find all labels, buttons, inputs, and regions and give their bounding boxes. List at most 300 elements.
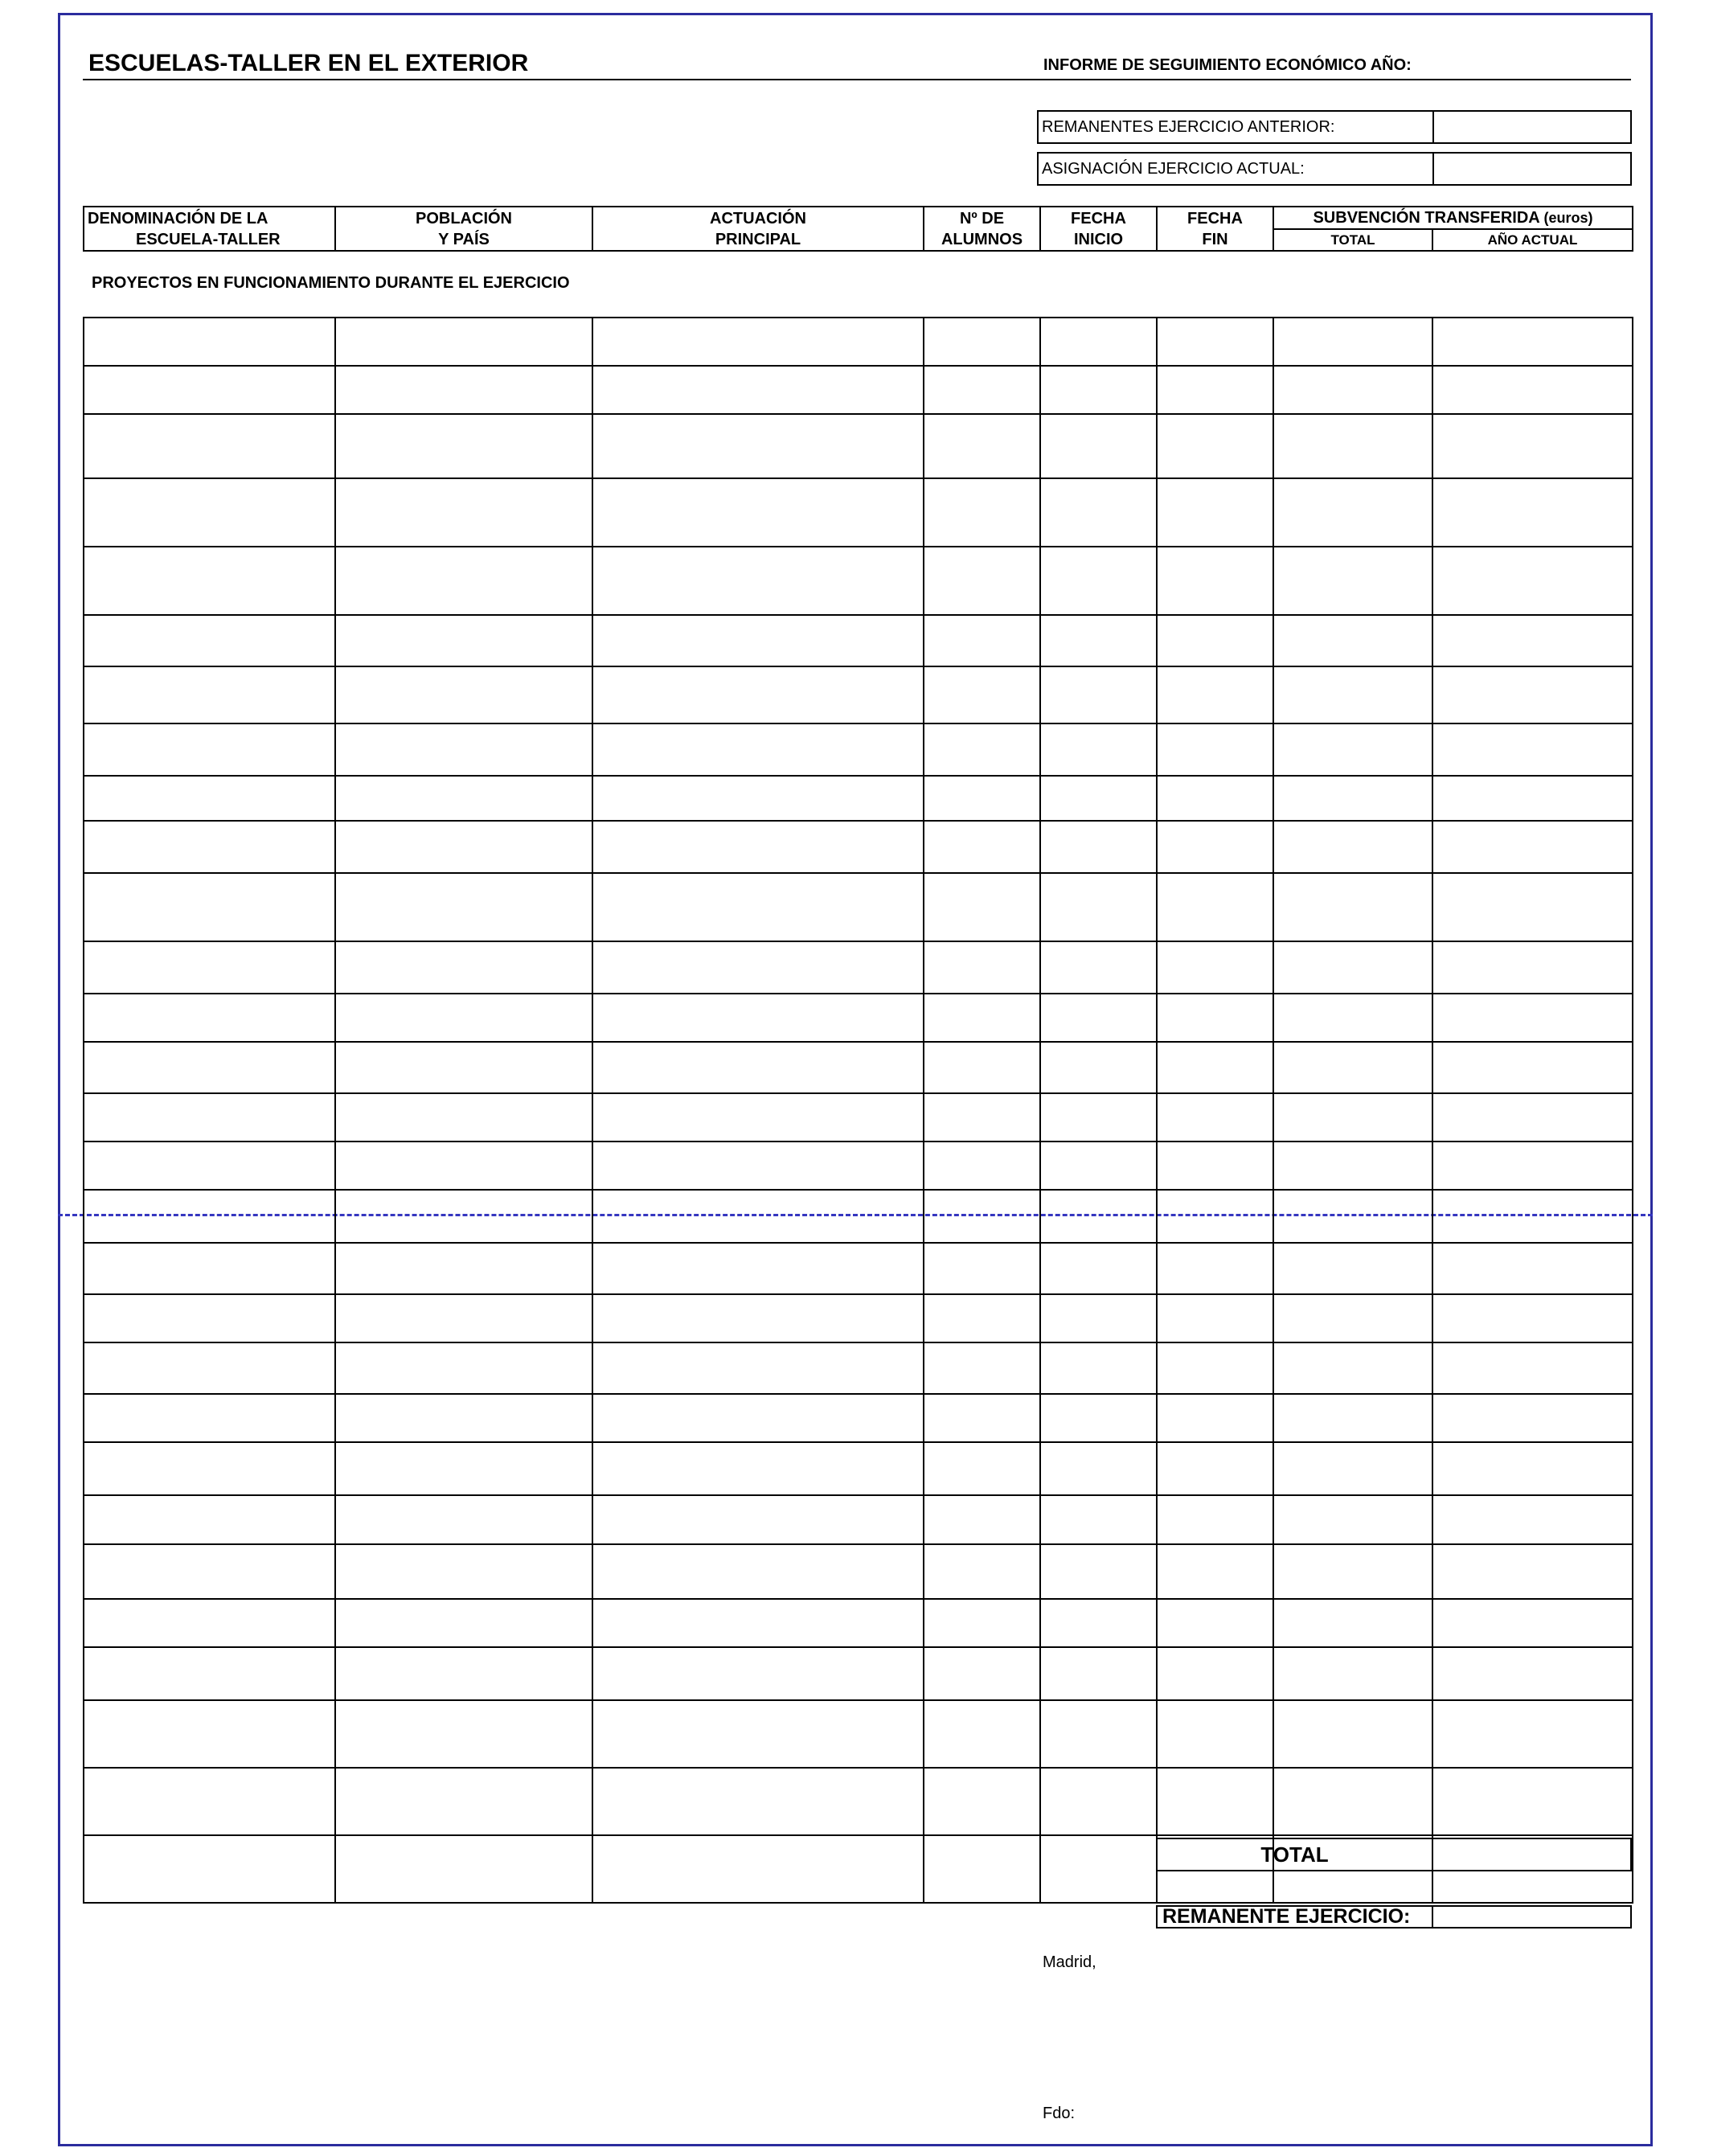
- table-cell[interactable]: [1040, 1544, 1157, 1599]
- table-cell[interactable]: [335, 547, 592, 615]
- table-cell[interactable]: [1040, 615, 1157, 666]
- table-cell[interactable]: [592, 1190, 924, 1243]
- asignacion-actual-label: ASIGNACIÓN EJERCICIO ACTUAL:: [1039, 154, 1434, 184]
- table-cell[interactable]: [1273, 776, 1432, 821]
- table-cell[interactable]: [1273, 941, 1432, 994]
- table-cell[interactable]: [1432, 615, 1633, 666]
- table-cell[interactable]: [924, 1495, 1040, 1544]
- table-cell[interactable]: [1157, 941, 1273, 994]
- table-cell[interactable]: [84, 1544, 335, 1599]
- table-cell[interactable]: [84, 1190, 335, 1243]
- table-cell[interactable]: [1157, 1042, 1273, 1093]
- table-cell[interactable]: [1157, 414, 1273, 478]
- table-cell[interactable]: [335, 1042, 592, 1093]
- table-cell[interactable]: [1040, 1442, 1157, 1495]
- signature-label: Fdo:: [1043, 2105, 1076, 2122]
- table-cell[interactable]: [335, 1768, 592, 1835]
- table-row: [84, 723, 1633, 776]
- table-cell[interactable]: [335, 1142, 592, 1190]
- col-alumnos: [924, 207, 1040, 251]
- table-row: [84, 1700, 1633, 1768]
- table-cell[interactable]: [592, 1243, 924, 1294]
- table-cell[interactable]: [1040, 366, 1157, 414]
- table-cell[interactable]: [1157, 1768, 1273, 1835]
- table-cell[interactable]: [1273, 1647, 1432, 1700]
- table-cell[interactable]: [1273, 414, 1432, 478]
- table-cell[interactable]: [592, 1394, 924, 1442]
- table-cell[interactable]: [1273, 873, 1432, 941]
- table-cell[interactable]: [1273, 547, 1432, 615]
- table-cell[interactable]: [1157, 1599, 1273, 1647]
- col-fecha-fin: [1157, 207, 1273, 251]
- table-row: [84, 414, 1633, 478]
- section-label: PROYECTOS EN FUNCIONAMIENTO DURANTE EL EJERCICIO: [92, 274, 570, 292]
- table-cell[interactable]: [592, 994, 924, 1042]
- table-cell[interactable]: [1432, 994, 1633, 1042]
- table-cell[interactable]: [592, 666, 924, 723]
- table-cell[interactable]: [84, 723, 335, 776]
- table-cell[interactable]: [335, 873, 592, 941]
- table-cell[interactable]: [1432, 1495, 1633, 1544]
- table-cell[interactable]: [1040, 1042, 1157, 1093]
- table-cell[interactable]: [1432, 366, 1633, 414]
- table-cell[interactable]: [335, 1442, 592, 1495]
- table-cell[interactable]: [335, 1700, 592, 1768]
- table-cell[interactable]: [924, 1243, 1040, 1294]
- table-cell[interactable]: [1157, 1093, 1273, 1142]
- table-row: [84, 941, 1633, 994]
- table-cell[interactable]: [1273, 666, 1432, 723]
- table-cell[interactable]: [84, 994, 335, 1042]
- table-cell[interactable]: [1157, 1700, 1273, 1768]
- report-year-label: INFORME DE SEGUIMIENTO ECONÓMICO AÑO:: [1043, 56, 1412, 74]
- table-cell[interactable]: [335, 1647, 592, 1700]
- table-row: [84, 1495, 1633, 1544]
- table-cell[interactable]: [924, 873, 1040, 941]
- table-cell[interactable]: [1040, 1700, 1157, 1768]
- table-cell[interactable]: [1040, 1495, 1157, 1544]
- table-cell[interactable]: [1273, 1093, 1432, 1142]
- table-cell[interactable]: [924, 1700, 1040, 1768]
- table-cell[interactable]: [1432, 1394, 1633, 1442]
- table-cell[interactable]: [924, 414, 1040, 478]
- table-cell[interactable]: [592, 723, 924, 776]
- table-cell[interactable]: [1040, 666, 1157, 723]
- col-subvencion-unit: (euros): [1543, 210, 1593, 226]
- table-cell[interactable]: [924, 547, 1040, 615]
- table-cell[interactable]: [592, 1544, 924, 1599]
- table-cell[interactable]: [1040, 1835, 1157, 1903]
- table-row: [84, 547, 1633, 615]
- table-cell[interactable]: [1157, 1142, 1273, 1190]
- table-cell[interactable]: [592, 547, 924, 615]
- table-cell[interactable]: [335, 615, 592, 666]
- table-cell[interactable]: [335, 1342, 592, 1394]
- col-inicio-line2: INICIO: [1073, 230, 1124, 248]
- table-cell[interactable]: [592, 1142, 924, 1190]
- table-row: [84, 821, 1633, 873]
- table-cell[interactable]: [924, 1835, 1040, 1903]
- table-cell[interactable]: [84, 1835, 335, 1903]
- table-cell[interactable]: [1157, 1342, 1273, 1394]
- remanentes-anterior-row: [1037, 110, 1632, 144]
- table-cell[interactable]: [592, 1342, 924, 1394]
- table-row: [84, 1394, 1633, 1442]
- table-cell[interactable]: [1432, 1342, 1633, 1394]
- table-cell[interactable]: [84, 1342, 335, 1394]
- table-cell[interactable]: [1157, 478, 1273, 547]
- table-cell[interactable]: [335, 1495, 592, 1544]
- document-title: ESCUELAS-TALLER EN EL EXTERIOR: [88, 50, 529, 76]
- total-row: [1156, 1838, 1632, 1871]
- table-cell[interactable]: [592, 478, 924, 547]
- table-cell[interactable]: [84, 1442, 335, 1495]
- table-cell[interactable]: [1157, 1243, 1273, 1294]
- table-cell[interactable]: [924, 821, 1040, 873]
- col-actuacion-line2: PRINCIPAL: [715, 230, 801, 248]
- table-cell[interactable]: [924, 994, 1040, 1042]
- table-cell[interactable]: [592, 615, 924, 666]
- table-cell[interactable]: [84, 1599, 335, 1647]
- table-cell[interactable]: [1432, 547, 1633, 615]
- table-cell[interactable]: [335, 1394, 592, 1442]
- table-cell[interactable]: [84, 478, 335, 547]
- table-cell[interactable]: [1432, 941, 1633, 994]
- table-row: [84, 1243, 1633, 1294]
- col-subvencion-label: SUBVENCIÓN TRANSFERIDA: [1313, 209, 1539, 227]
- col-denominacion-line2: ESCUELA-TALLER: [136, 230, 281, 248]
- table-cell[interactable]: [335, 478, 592, 547]
- table-cell[interactable]: [84, 1142, 335, 1190]
- table-cell[interactable]: [1273, 1294, 1432, 1342]
- table-cell[interactable]: [1040, 1294, 1157, 1342]
- table-cell[interactable]: [592, 1599, 924, 1647]
- table-cell[interactable]: [1040, 318, 1157, 366]
- table-cell[interactable]: [924, 1442, 1040, 1495]
- col-actuacion-line1: ACTUACIÓN: [710, 209, 806, 227]
- table-row: [84, 318, 1633, 366]
- col-denominacion-line1: DENOMINACIÓN DE LA: [88, 209, 268, 227]
- table-cell[interactable]: [1432, 1599, 1633, 1647]
- table-cell[interactable]: [84, 1768, 335, 1835]
- column-header-table: [83, 206, 1633, 252]
- table-cell[interactable]: [335, 723, 592, 776]
- table-cell[interactable]: [1432, 1442, 1633, 1495]
- table-cell[interactable]: [335, 414, 592, 478]
- table-cell[interactable]: [924, 1093, 1040, 1142]
- total-label: TOTAL: [1158, 1839, 1433, 1870]
- table-cell[interactable]: [1040, 1243, 1157, 1294]
- table-cell[interactable]: [1273, 318, 1432, 366]
- table-cell[interactable]: [592, 366, 924, 414]
- col-alumnos-line1: Nº DE: [959, 209, 1005, 227]
- col-poblacion: [335, 207, 592, 251]
- col-alumnos-line2: ALUMNOS: [941, 230, 1023, 248]
- table-cell[interactable]: [1432, 478, 1633, 547]
- table-cell[interactable]: [592, 1042, 924, 1093]
- remanente-value-field[interactable]: [1433, 1907, 1630, 1927]
- table-cell[interactable]: [924, 478, 1040, 547]
- table-cell[interactable]: [1040, 1093, 1157, 1142]
- projects-table: [83, 317, 1633, 1904]
- table-cell[interactable]: [84, 1647, 335, 1700]
- table-cell[interactable]: [924, 776, 1040, 821]
- table-cell[interactable]: [592, 1294, 924, 1342]
- table-cell[interactable]: [335, 1190, 592, 1243]
- table-row: [84, 1768, 1633, 1835]
- table-cell[interactable]: [592, 1495, 924, 1544]
- table-cell[interactable]: [924, 318, 1040, 366]
- table-row: [84, 366, 1633, 414]
- table-cell[interactable]: [335, 941, 592, 994]
- table-cell[interactable]: [592, 318, 924, 366]
- table-cell[interactable]: [84, 414, 335, 478]
- col-actuacion: [592, 207, 924, 251]
- col-poblacion-line1: POBLACIÓN: [416, 209, 512, 227]
- table-cell[interactable]: [335, 1544, 592, 1599]
- table-cell[interactable]: [1157, 873, 1273, 941]
- table-cell[interactable]: [1157, 547, 1273, 615]
- table-cell[interactable]: [592, 1647, 924, 1700]
- table-cell[interactable]: [1040, 478, 1157, 547]
- table-cell[interactable]: [1432, 723, 1633, 776]
- table-cell[interactable]: [1432, 1142, 1633, 1190]
- table-cell[interactable]: [592, 1768, 924, 1835]
- table-cell[interactable]: [84, 1495, 335, 1544]
- table-cell[interactable]: [924, 1042, 1040, 1093]
- table-cell[interactable]: [84, 776, 335, 821]
- table-cell[interactable]: [924, 366, 1040, 414]
- table-cell[interactable]: [1040, 821, 1157, 873]
- table-cell[interactable]: [1040, 994, 1157, 1042]
- table-cell[interactable]: [1157, 318, 1273, 366]
- col-subvencion: [1273, 207, 1633, 229]
- table-cell[interactable]: [1040, 547, 1157, 615]
- table-cell[interactable]: [1432, 1243, 1633, 1294]
- table-cell[interactable]: [924, 1647, 1040, 1700]
- total-value-field[interactable]: [1433, 1839, 1630, 1870]
- table-cell[interactable]: [335, 994, 592, 1042]
- remanente-label: REMANENTE EJERCICIO:: [1158, 1907, 1433, 1927]
- table-cell[interactable]: [1432, 414, 1633, 478]
- table-cell[interactable]: [592, 821, 924, 873]
- table-cell[interactable]: [84, 615, 335, 666]
- table-cell[interactable]: [924, 723, 1040, 776]
- table-cell[interactable]: [592, 1093, 924, 1142]
- table-cell[interactable]: [1157, 1647, 1273, 1700]
- table-cell[interactable]: [1273, 1042, 1432, 1093]
- table-row: [84, 776, 1633, 821]
- place-date-label: Madrid,: [1043, 1953, 1096, 1971]
- remanentes-anterior-label: REMANENTES EJERCICIO ANTERIOR:: [1039, 112, 1434, 142]
- table-cell[interactable]: [1273, 478, 1432, 547]
- table-cell[interactable]: [1157, 1294, 1273, 1342]
- table-cell[interactable]: [924, 1190, 1040, 1243]
- col-inicio-line1: FECHA: [1071, 209, 1126, 227]
- table-cell[interactable]: [84, 1042, 335, 1093]
- table-cell[interactable]: [84, 1243, 335, 1294]
- table-cell[interactable]: [1273, 994, 1432, 1042]
- table-cell[interactable]: [1432, 776, 1633, 821]
- table-cell[interactable]: [84, 1700, 335, 1768]
- table-cell[interactable]: [1432, 318, 1633, 366]
- table-cell[interactable]: [1040, 414, 1157, 478]
- table-cell[interactable]: [1273, 1394, 1432, 1442]
- table-cell[interactable]: [1040, 1190, 1157, 1243]
- table-cell[interactable]: [924, 666, 1040, 723]
- table-cell[interactable]: [924, 1544, 1040, 1599]
- table-cell[interactable]: [1157, 1544, 1273, 1599]
- table-cell[interactable]: [335, 1599, 592, 1647]
- table-cell[interactable]: [1273, 615, 1432, 666]
- table-cell[interactable]: [1157, 723, 1273, 776]
- table-cell[interactable]: [1040, 1342, 1157, 1394]
- table-cell[interactable]: [924, 615, 1040, 666]
- table-cell[interactable]: [84, 821, 335, 873]
- table-cell[interactable]: [1273, 1768, 1432, 1835]
- table-cell[interactable]: [592, 873, 924, 941]
- table-cell[interactable]: [1273, 1142, 1432, 1190]
- table-row: [84, 1342, 1633, 1394]
- table-cell[interactable]: [84, 1093, 335, 1142]
- table-cell[interactable]: [1432, 1647, 1633, 1700]
- table-cell[interactable]: [335, 776, 592, 821]
- table-cell[interactable]: [1040, 873, 1157, 941]
- table-cell[interactable]: [1273, 1442, 1432, 1495]
- table-cell[interactable]: [335, 1243, 592, 1294]
- table-cell[interactable]: [1432, 1093, 1633, 1142]
- table-row: [84, 994, 1633, 1042]
- table-cell[interactable]: [1273, 723, 1432, 776]
- table-cell[interactable]: [84, 366, 335, 414]
- table-cell[interactable]: [1273, 366, 1432, 414]
- table-cell[interactable]: [1040, 723, 1157, 776]
- table-cell[interactable]: [924, 1342, 1040, 1394]
- table-row: [84, 1142, 1633, 1190]
- table-cell[interactable]: [924, 1768, 1040, 1835]
- table-cell[interactable]: [592, 414, 924, 478]
- table-row: [84, 1647, 1633, 1700]
- table-cell[interactable]: [592, 1835, 924, 1903]
- table-cell[interactable]: [1157, 1442, 1273, 1495]
- table-cell[interactable]: [335, 1835, 592, 1903]
- table-cell[interactable]: [1432, 873, 1633, 941]
- table-cell[interactable]: [1432, 1700, 1633, 1768]
- table-cell[interactable]: [1157, 1394, 1273, 1442]
- table-cell[interactable]: [1273, 821, 1432, 873]
- table-cell[interactable]: [1432, 1294, 1633, 1342]
- remanentes-anterior-field[interactable]: [1434, 112, 1630, 142]
- table-cell[interactable]: [84, 318, 335, 366]
- table-cell[interactable]: [335, 821, 592, 873]
- table-cell[interactable]: [924, 941, 1040, 994]
- table-row: [84, 1599, 1633, 1647]
- table-cell[interactable]: [592, 1700, 924, 1768]
- col-fin-line2: FIN: [1202, 230, 1228, 248]
- table-cell[interactable]: [1157, 1495, 1273, 1544]
- table-cell[interactable]: [1157, 776, 1273, 821]
- table-cell[interactable]: [335, 1093, 592, 1142]
- table-cell[interactable]: [924, 1394, 1040, 1442]
- table-cell[interactable]: [1040, 776, 1157, 821]
- table-cell[interactable]: [924, 1142, 1040, 1190]
- table-cell[interactable]: [592, 776, 924, 821]
- table-cell[interactable]: [1157, 994, 1273, 1042]
- table-cell[interactable]: [1432, 1042, 1633, 1093]
- col-denominacion: [84, 207, 335, 251]
- table-row: [84, 1042, 1633, 1093]
- table-cell[interactable]: [1157, 615, 1273, 666]
- table-cell[interactable]: [1273, 1243, 1432, 1294]
- table-row: [84, 1442, 1633, 1495]
- table-cell[interactable]: [1157, 366, 1273, 414]
- table-row: [84, 666, 1633, 723]
- table-cell[interactable]: [335, 666, 592, 723]
- table-cell[interactable]: [1040, 1647, 1157, 1700]
- table-cell[interactable]: [1432, 1544, 1633, 1599]
- col-poblacion-line2: Y PAÍS: [438, 230, 490, 248]
- table-row: [84, 478, 1633, 547]
- table-cell[interactable]: [1157, 1190, 1273, 1243]
- col-subvencion-total: TOTAL: [1273, 229, 1432, 251]
- remanente-row: [1156, 1905, 1632, 1929]
- table-cell[interactable]: [335, 318, 592, 366]
- col-fin-line1: FECHA: [1187, 209, 1243, 227]
- table-cell[interactable]: [84, 1394, 335, 1442]
- col-fecha-inicio: [1040, 207, 1157, 251]
- col-subvencion-anio-actual: AÑO ACTUAL: [1432, 229, 1633, 251]
- table-cell[interactable]: [84, 547, 335, 615]
- table-cell[interactable]: [1157, 666, 1273, 723]
- table-cell[interactable]: [1432, 1190, 1633, 1243]
- table-cell[interactable]: [1273, 1495, 1432, 1544]
- table-cell[interactable]: [1432, 666, 1633, 723]
- table-cell[interactable]: [1273, 1342, 1432, 1394]
- table-cell[interactable]: [84, 1294, 335, 1342]
- table-cell[interactable]: [1040, 1768, 1157, 1835]
- table-cell[interactable]: [1273, 1544, 1432, 1599]
- table-row: [84, 1190, 1633, 1243]
- table-cell[interactable]: [1040, 1599, 1157, 1647]
- asignacion-actual-field[interactable]: [1434, 154, 1630, 184]
- table-cell[interactable]: [84, 666, 335, 723]
- table-cell[interactable]: [1040, 1394, 1157, 1442]
- table-row: [84, 615, 1633, 666]
- title-divider: [83, 79, 1631, 80]
- table-cell[interactable]: [924, 1294, 1040, 1342]
- table-cell[interactable]: [592, 941, 924, 994]
- table-row: [84, 873, 1633, 941]
- table-row: [84, 1093, 1633, 1142]
- asignacion-actual-row: [1037, 152, 1632, 186]
- table-cell[interactable]: [1157, 821, 1273, 873]
- table-cell[interactable]: [1040, 941, 1157, 994]
- table-cell[interactable]: [335, 1294, 592, 1342]
- table-cell[interactable]: [1432, 821, 1633, 873]
- table-cell[interactable]: [84, 873, 335, 941]
- table-cell[interactable]: [1040, 1142, 1157, 1190]
- table-cell[interactable]: [1432, 1768, 1633, 1835]
- table-cell[interactable]: [1273, 1599, 1432, 1647]
- table-cell[interactable]: [1273, 1700, 1432, 1768]
- table-cell[interactable]: [592, 1442, 924, 1495]
- table-cell[interactable]: [84, 941, 335, 994]
- table-cell[interactable]: [335, 366, 592, 414]
- table-cell[interactable]: [1273, 1190, 1432, 1243]
- table-row: [84, 1294, 1633, 1342]
- table-cell[interactable]: [924, 1599, 1040, 1647]
- table-row: [84, 1544, 1633, 1599]
